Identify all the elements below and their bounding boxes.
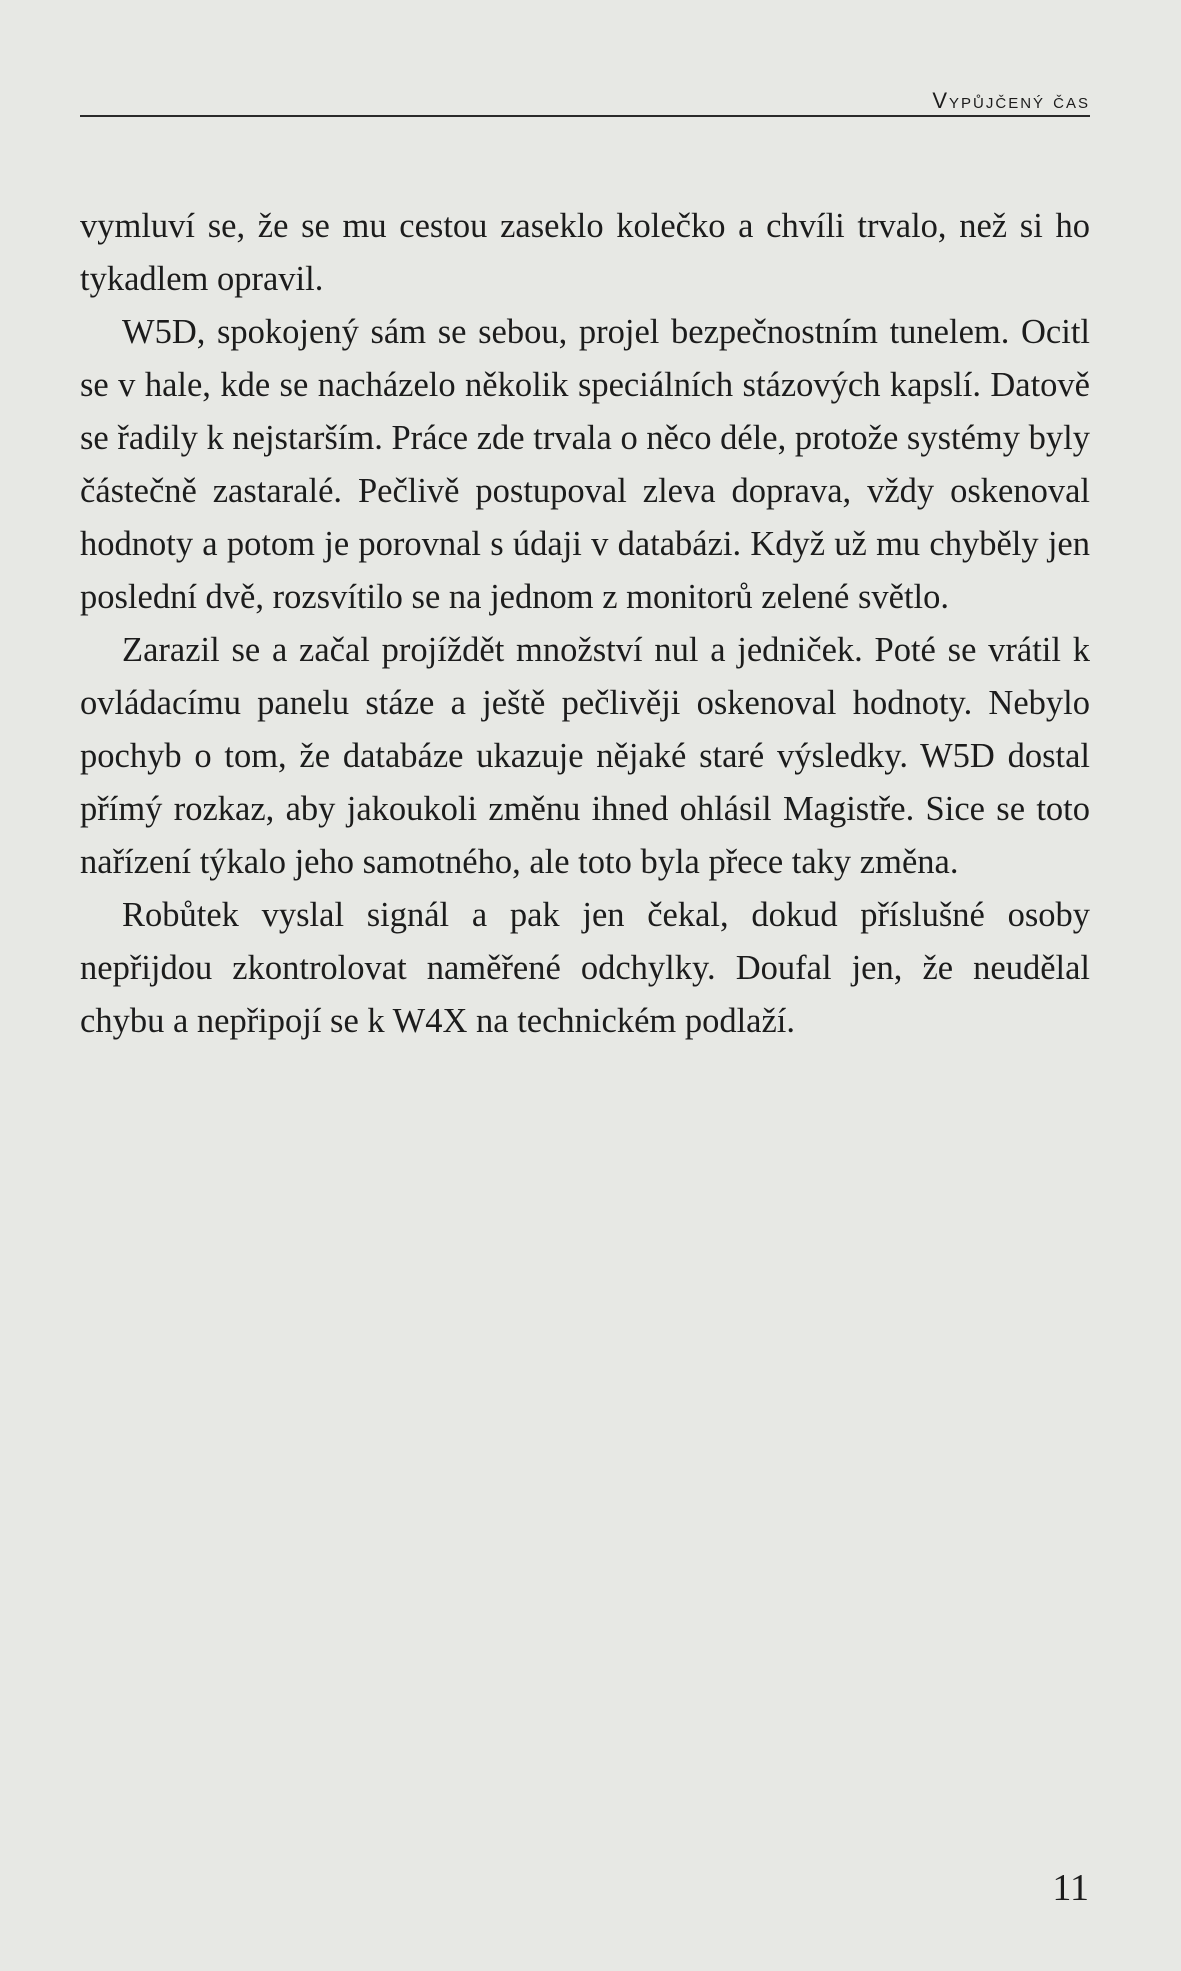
page-number: 11 [1052,1867,1089,1909]
paragraph: Zarazil se a začal projíždět množství nul a jedniček. Poté se vrátil k ovládacímu panelu stáze a ještě pečlivěji oskenoval hodnoty. Nebylo pochyb o tom, že databáze ukazuje nějaké staré výsledky. W5D dostal přímý rozkaz, aby jakoukoli změnu ihned ohlásil Magistře. Sice se toto nařízení týkalo jeho samotného, ale toto byla přece taky změna. [80,631,1090,881]
paragraph: W5D, spokojený sám se sebou, projel bezpečnostním tunelem. Ocitl se v hale, kde se nacházelo několik speciálních stázových kapslí. Datově se řadily k nejstarším. Práce zde trvala o něco déle, protože systémy byly částečně zastaralé. Pečlivě postupoval zleva doprava, vždy oskenoval hodnoty a potom je porovnal s údaji v databázi. Když už mu chyběly jen poslední dvě, rozsvítilo se na jednom z monitorů zelené světlo. [80,313,1090,616]
page-header [80,88,1090,118]
header-rule [80,115,1090,117]
paragraph: vymluví se, že se mu cestou zaseklo kolečko a chvíli trvalo, než si ho tykadlem opravil. [80,207,1090,298]
paragraph: Robůtek vyslal signál a pak jen čekal, dokud příslušné osoby nepřijdou zkontrolovat naměřené odchylky. Doufal jen, že neudělal chybu a nepřipojí se k W4X na technickém podlaží. [80,896,1090,1040]
body-text [80,200,1090,1048]
running-head: Vypůjčený čas [924,88,1090,114]
